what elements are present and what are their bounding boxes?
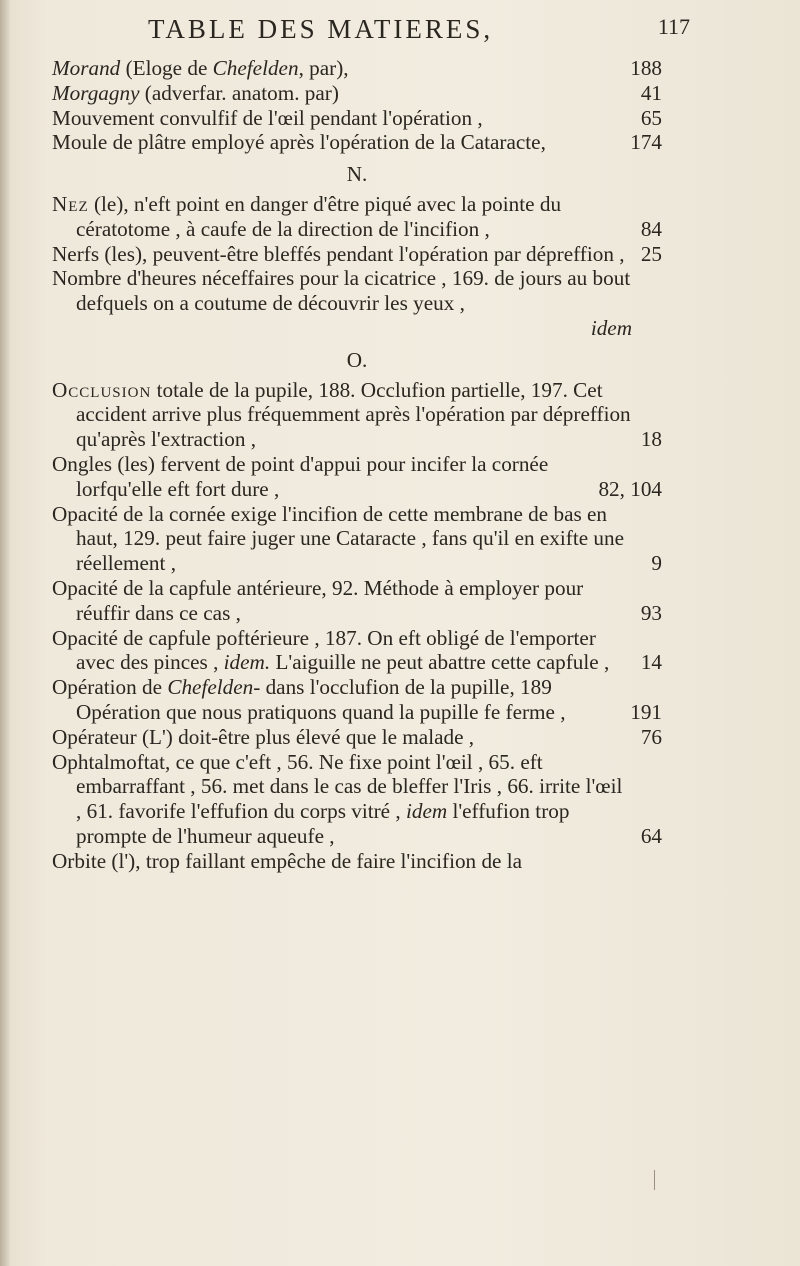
entry-text: Mouvement convulfif de l'œil pendant l'opération , <box>52 105 483 130</box>
entry-text: Moule de plâtre employé après l'opération de la Cataracte, <box>52 130 546 155</box>
entry-italic: idem <box>405 799 448 824</box>
section-letter-o: O. <box>346 347 368 372</box>
entry-text: Nerfs (les), peuvent-être bleffés pendant l'opération par dépreffion , <box>52 241 625 266</box>
index-text <box>52 56 662 874</box>
page-reference: 41 <box>640 80 662 105</box>
entry-text: , par), <box>298 56 349 80</box>
entry-text: Ongles (les) fervent de point d'appui pour incifer la cornée lorfqu'elle eft fort dure , <box>52 451 549 501</box>
page-reference-idem: idem <box>590 315 632 340</box>
page-reference: 84 <box>640 216 662 241</box>
page-reference: 18 <box>640 427 662 452</box>
index-entry <box>52 130 662 155</box>
page-reference: 25 <box>640 241 662 266</box>
index-entry <box>52 56 662 81</box>
entry-text: Opération de <box>52 675 168 700</box>
entry-text: (Eloge de <box>120 56 213 80</box>
index-entry <box>52 192 662 242</box>
index-entry <box>52 502 662 576</box>
entry-heading: Morand <box>52 56 121 80</box>
index-entry <box>52 378 662 452</box>
entry-text: Opacité de la capfule antérieure, 92. Méthode à employer pour réuffir dans ce cas , <box>52 575 584 625</box>
page-reference: 9 <box>651 551 662 576</box>
ink-mark <box>654 1170 655 1190</box>
entry-italic: Chefelden- <box>167 675 261 700</box>
entry-text: l'effufion trop prompte de l'humeur aqueufe , <box>76 799 570 848</box>
index-entry <box>52 242 662 267</box>
entry-text: Orbite (l'), trop faillant empêche de faire l'incifion de la <box>52 848 523 873</box>
page-reference: 76 <box>640 724 662 749</box>
page-number: 117 <box>657 14 690 39</box>
index-entry <box>52 81 662 106</box>
index-entry <box>52 452 662 502</box>
entry-text: L'aiguille ne peut abattre cette capfule , <box>270 650 610 675</box>
entry-text: (adverfar. anatom. par) <box>139 80 339 105</box>
entry-text: totale de la pupile, 188. Occlufion partielle, 197. Cet accident arrive plus fréquemment après l'opération par dépreffion qu'après l'extraction , <box>76 377 631 452</box>
index-entry <box>52 626 662 676</box>
page-binding-edge <box>0 0 10 1266</box>
page-reference: 188 <box>630 56 662 80</box>
index-entry <box>52 750 662 849</box>
entry-text: dans l'occlufion de la pupille, 189 Opération que nous pratiquons quand la pupille fe ferme , <box>76 675 566 724</box>
index-entry <box>52 849 662 874</box>
page-reference: 191 <box>630 699 662 724</box>
index-entry <box>52 725 662 750</box>
page-reference: 174 <box>630 130 662 155</box>
entry-heading: Occlusion <box>52 377 152 402</box>
page-reference: 65 <box>640 105 662 130</box>
page-reference: 64 <box>640 823 662 848</box>
entry-text: Opérateur (L') doit-être plus élevé que le malade , <box>52 724 475 749</box>
index-entry <box>52 266 662 316</box>
running-header <box>148 14 690 45</box>
entry-text: (le), n'eft point en danger d'être piqué avec la pointe du cératotome , à caufe de la direction de l'incifion , <box>76 191 562 241</box>
entry-text: Opacité de la cornée exige l'incifion de cette membrane de bas en haut, 129. peut faire juger une Cataracte , fans qu'il en exifte une réellement , <box>52 501 624 576</box>
page-reference: 82, 104 <box>598 476 662 501</box>
entry-text: Opacité de capfule poftérieure , 187. On eft obligé de l'emporter avec des pinces , <box>52 625 596 675</box>
entry-italic: Chefelden <box>212 56 299 80</box>
section-letter-n: N. <box>346 162 368 187</box>
entry-text: Ophtalmoftat, ce que c'eft , 56. Ne fixe point l'œil , 65. eft embarraffant , 56. met dans le cas de bleffer l'Iris , 66. irrite l'œil , 61. favorife l'effufion du corps vitré , <box>52 749 623 824</box>
page-reference: 93 <box>640 600 662 625</box>
index-entry <box>52 675 662 725</box>
index-entry <box>52 106 662 131</box>
entry-text: Nombre d'heures néceffaires pour la cicatrice , 169. de jours au bout defquels on a coutume de découvrir les yeux , <box>52 266 631 316</box>
entry-heading: Nez <box>52 191 89 216</box>
entry-italic: idem. <box>223 650 271 675</box>
page-reference: 14 <box>640 650 662 675</box>
index-entry <box>52 576 662 626</box>
entry-heading: Morgagny <box>52 80 140 105</box>
header-title: TABLE DES MATIERES, <box>148 14 494 44</box>
